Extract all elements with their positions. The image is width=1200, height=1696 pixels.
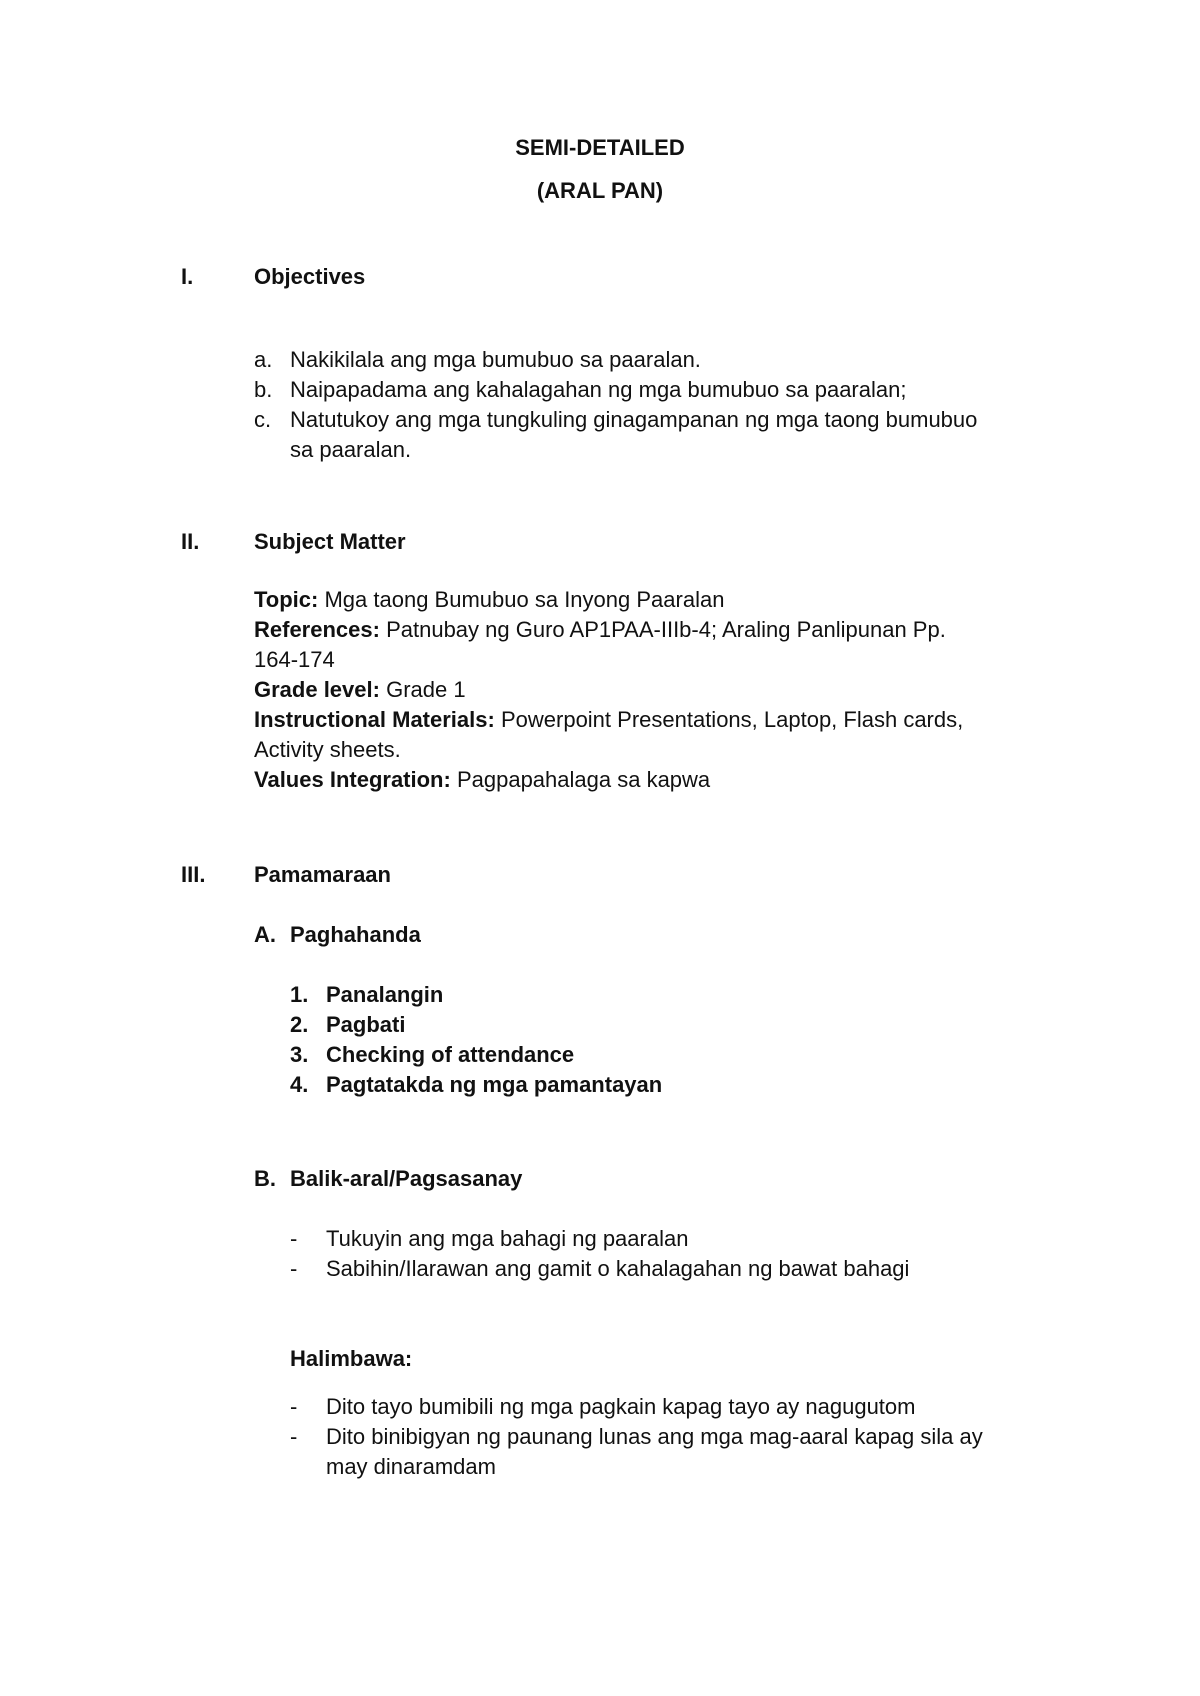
field-label: References:: [254, 617, 380, 642]
bullet-item: Tukuyin ang mga bahagi ng paaralan: [326, 1226, 689, 1251]
field-value: Pagpapahalaga sa kapwa: [456, 767, 711, 792]
field-value-continued: 164-174: [254, 647, 335, 672]
step-number: 3.: [290, 1042, 309, 1067]
dash-marker: -: [290, 1424, 298, 1449]
step-number: 4.: [290, 1072, 309, 1097]
list-marker: b.: [254, 377, 273, 402]
step-number: 2.: [290, 1012, 309, 1037]
step-item: Pagbati: [326, 1012, 406, 1037]
bullet-item: Sabihin/Ilarawan ang gamit o kahalagahan ng bawat bahagi: [326, 1256, 910, 1281]
example-item-continued: may dinaramdam: [326, 1454, 496, 1479]
subsection-letter: B.: [254, 1166, 276, 1191]
field-value: Mga taong Bumubuo sa Inyong Paaralan: [324, 587, 725, 612]
field-label: Instructional Materials:: [254, 707, 495, 732]
field-label: Grade level:: [254, 677, 380, 702]
field-label: Values Integration:: [254, 767, 451, 792]
field-value: Grade 1: [386, 677, 466, 702]
field-value: Patnubay ng Guro AP1PAA-IIIb-4; Araling Panlipunan Pp.: [386, 617, 946, 642]
objective-item: Natutukoy ang mga tungkuling ginagampanan ng mga taong bumubuo: [290, 407, 978, 432]
objective-item-continued: sa paaralan.: [290, 437, 412, 462]
field-values-integration: [254, 769, 710, 791]
list-marker: c.: [254, 407, 272, 432]
subsection-heading-paghahanda: Paghahanda: [290, 922, 421, 947]
dash-marker: -: [290, 1256, 298, 1281]
objective-item: Naipapadama ang kahalagahan ng mga bumubuo sa paaralan;: [290, 377, 907, 402]
section-numeral: I.: [181, 264, 194, 289]
field-value: Powerpoint Presentations, Laptop, Flash cards,: [500, 707, 964, 732]
example-heading: Halimbawa:: [290, 1346, 413, 1371]
step-item: Pagtatakda ng mga pamantayan: [326, 1072, 663, 1097]
field-topic: [254, 589, 724, 611]
document-subtitle: (ARAL PAN): [536, 178, 664, 203]
list-marker: a.: [254, 347, 273, 372]
dash-marker: -: [290, 1226, 298, 1251]
field-instructional-materials: [254, 709, 963, 731]
field-grade-level: [254, 679, 466, 701]
field-label: Topic:: [254, 587, 319, 612]
field-references: [254, 619, 946, 641]
objective-item: Nakikilala ang mga bumubuo sa paaralan.: [290, 347, 701, 372]
step-item: Checking of attendance: [326, 1042, 575, 1067]
subsection-heading-balik-aral: Balik-aral/Pagsasanay: [290, 1166, 523, 1191]
section-heading-subject-matter: Subject Matter: [254, 529, 406, 554]
section-heading-objectives: Objectives: [254, 264, 366, 289]
document-title: SEMI-DETAILED: [515, 135, 685, 160]
example-item: Dito tayo bumibili ng mga pagkain kapag tayo ay nagugutom: [326, 1394, 916, 1419]
step-item: Panalangin: [326, 982, 444, 1007]
dash-marker: -: [290, 1394, 298, 1419]
example-item: Dito binibigyan ng paunang lunas ang mga mag-aaral kapag sila ay: [326, 1424, 983, 1449]
field-value-continued: Activity sheets.: [254, 737, 401, 762]
section-numeral: II.: [181, 529, 200, 554]
section-numeral: III.: [181, 862, 206, 887]
section-heading-pamamaraan: Pamamaraan: [254, 862, 391, 887]
step-number: 1.: [290, 982, 309, 1007]
subsection-letter: A.: [254, 922, 276, 947]
